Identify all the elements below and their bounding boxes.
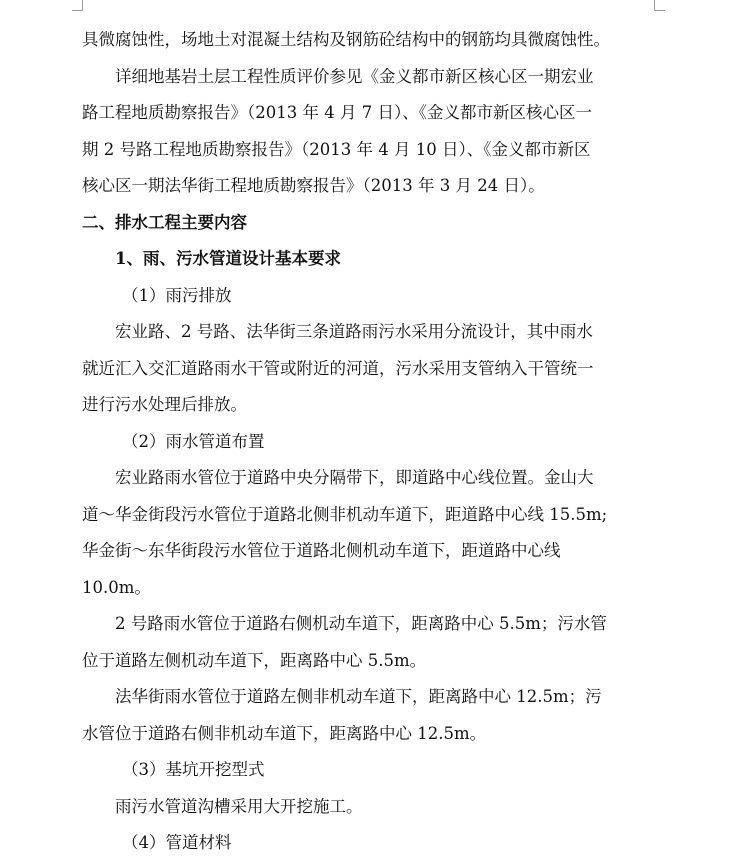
paragraph-line: 就近汇入交汇道路雨水干管或附近的河道，污水采用支管纳入干管统一 <box>82 358 594 378</box>
item-heading: （2）雨水管道布置 <box>122 431 265 451</box>
paragraph-line: 10.0m。 <box>82 577 151 597</box>
paragraph-line: 详细地基岩土层工程性质评价参见《金义都市新区核心区一期宏业 <box>115 66 594 86</box>
paragraph-line: 位于道路左侧机动车道下，距离路中心 5.5m。 <box>82 650 427 670</box>
item-heading: （3）基坑开挖型式 <box>122 760 265 779</box>
section-heading: 二、排水工程主要内容 <box>82 212 247 232</box>
page-corner-mark-left <box>72 0 83 11</box>
paragraph-line: 华金街～东华街段污水管位于道路北侧机动车道下，距道路中心线 <box>82 541 561 560</box>
paragraph-line: 道～华金街段污水管位于道路北侧非机动车道下，距道路中心线 15.5m; <box>82 504 608 524</box>
paragraph-line: 具微腐蚀性，场地土对混凝土结构及钢筋砼结构中的钢筋均具微腐蚀性。 <box>82 30 610 49</box>
item-heading: （4）管道材料 <box>122 833 232 852</box>
paragraph-line: 核心区一期法华街工程地质勘察报告》（2013 年 3 月 24 日）。 <box>82 176 545 195</box>
paragraph-line: 2 号路雨水管位于道路右侧机动车道下，距离路中心 5.5m；污水管 <box>115 614 607 633</box>
paragraph-line: 宏业路、2 号路、法华街三条道路雨污水采用分流设计，其中雨水 <box>115 322 593 341</box>
paragraph-line: 水管位于道路右侧非机动车道下，距离路中心 12.5m。 <box>82 723 487 743</box>
paragraph-line: 路工程地质勘察报告》（2013 年 4 月 7 日）、《金义都市新区核心区一 <box>82 103 592 122</box>
paragraph-line: 雨污水管道沟槽采用大开挖施工。 <box>115 796 363 816</box>
document-body <box>82 22 668 862</box>
item-heading: （1）雨污排放 <box>122 285 232 305</box>
paragraph-line: 宏业路雨水管位于道路中央分隔带下，即道路中心线位置。金山大 <box>115 468 594 487</box>
subsection-heading: 1、雨、污水管道设计基本要求 <box>115 249 341 268</box>
page-corner-mark-right <box>654 0 665 11</box>
paragraph-line: 法华街雨水管位于道路左侧非机动车道下，距离路中心 12.5m；污 <box>115 687 602 706</box>
paragraph-line: 期 2 号路工程地质勘察报告》（2013 年 4 月 10 日）、《金义都市新区 <box>82 139 591 159</box>
paragraph-line: 进行污水处理后排放。 <box>82 395 247 414</box>
